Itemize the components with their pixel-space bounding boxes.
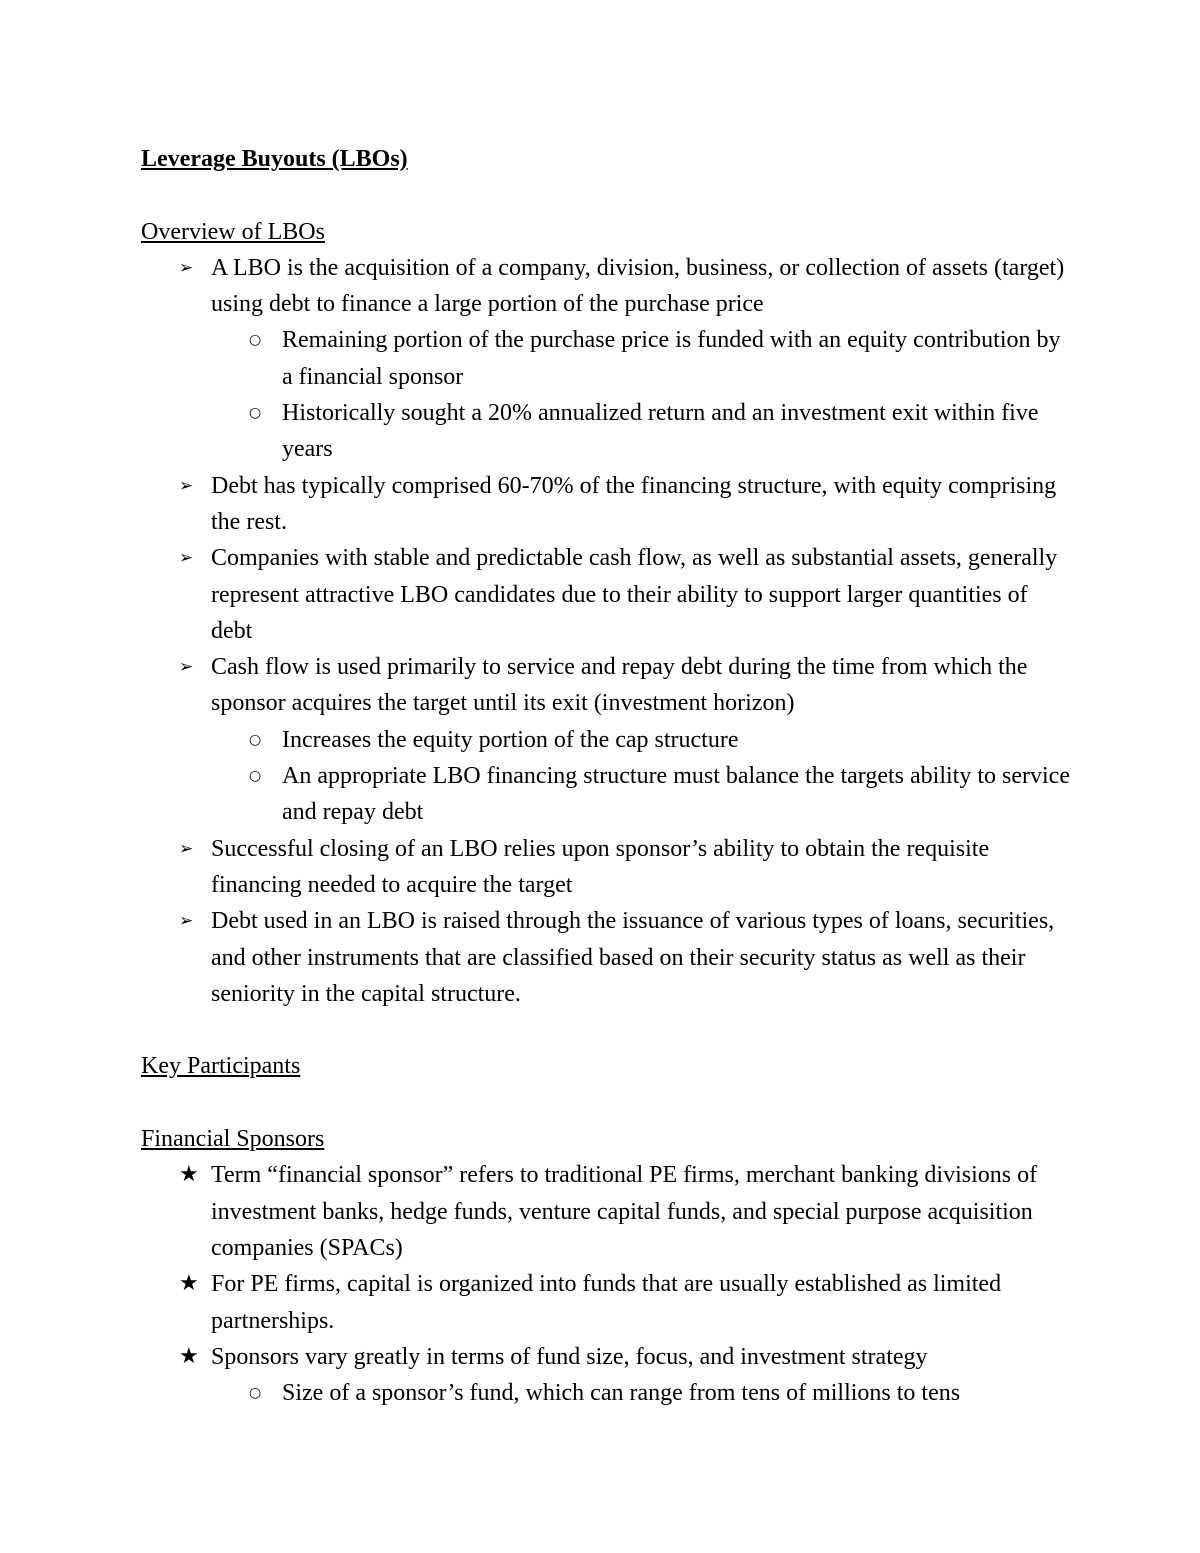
list-item-text: Debt has typically comprised 60-70% of the financing structure, with equity comprising the rest. xyxy=(211,472,1057,535)
arrow-bullet-icon: ➢ xyxy=(179,257,194,278)
arrow-bullet-icon: ➢ xyxy=(179,838,194,859)
sub-list-item xyxy=(141,395,1071,468)
circle-bullet-icon: ○ xyxy=(249,731,262,748)
arrow-bullet-icon: ➢ xyxy=(179,475,194,496)
list-item-text: For PE firms, capital is organized into funds that are usually established as limited partnerships. xyxy=(211,1271,1002,1334)
sub-list-item-text: An appropriate LBO financing structure must balance the targets ability to service and repay debt xyxy=(282,763,1070,826)
document-body xyxy=(141,141,1071,1411)
star-bullet-icon: ★ xyxy=(179,1343,199,1369)
list-item-text: Cash flow is used primarily to service and repay debt during the time from which the sponsor acquires the target until its exit (investment horizon) xyxy=(211,654,1028,717)
sub-list-item xyxy=(141,322,1071,395)
list-item xyxy=(141,1339,1071,1375)
star-bullet-icon: ★ xyxy=(179,1271,199,1297)
arrow-bullet-icon: ➢ xyxy=(179,548,194,569)
sub-list-item xyxy=(141,722,1071,758)
list-item-text: Companies with stable and predictable cash flow, as well as substantial assets, generally represent attractive LBO candidates due to their ability to support larger quantities of debt xyxy=(211,545,1058,644)
sub-list-item-text: Size of a sponsor’s fund, which can range from tens of millions to tens xyxy=(282,1380,961,1407)
section-heading-overview: Overview of LBOs xyxy=(141,218,325,245)
circle-bullet-icon: ○ xyxy=(249,332,262,349)
list-item-text: Sponsors vary greatly in terms of fund size, focus, and investment strategy xyxy=(211,1343,928,1370)
sub-list-item-text: Increases the equity portion of the cap structure xyxy=(282,726,739,753)
list-item-text: Successful closing of an LBO relies upon sponsor’s ability to obtain the requisite financing needed to acquire the target xyxy=(211,835,990,898)
document-title: Leverage Buyouts (LBOs) xyxy=(141,146,408,172)
list-item xyxy=(141,649,1071,722)
list-item-text: A LBO is the acquisition of a company, division, business, or collection of assets (target) using debt to finance a large portion of the purchase price xyxy=(211,254,1065,318)
sub-list-item xyxy=(141,1375,1071,1411)
sub-list-item xyxy=(141,758,1071,831)
circle-bullet-icon: ○ xyxy=(249,768,262,785)
section-heading-financial-sponsors: Financial Sponsors xyxy=(141,1126,325,1153)
arrow-bullet-icon: ➢ xyxy=(179,657,194,678)
sub-list-item-text: Remaining portion of the purchase price is funded with an equity contribution by a financial sponsor xyxy=(282,327,1061,390)
list-item-text: Debt used in an LBO is raised through the issuance of various types of loans, securities, and other instruments that are classified based on their security status as well as their seniority in the capital structure. xyxy=(211,908,1055,1007)
list-item xyxy=(141,831,1071,904)
overview-list xyxy=(141,250,1071,1012)
star-bullet-icon: ★ xyxy=(179,1162,199,1188)
section-heading-key-participants: Key Participants xyxy=(141,1053,301,1080)
list-item xyxy=(141,1266,1071,1339)
circle-bullet-icon: ○ xyxy=(249,405,262,422)
list-item xyxy=(141,1157,1071,1266)
list-item xyxy=(141,540,1071,649)
list-item xyxy=(141,468,1071,541)
sub-list-item-text: Historically sought a 20% annualized return and an investment exit within five years xyxy=(282,400,1039,463)
list-item xyxy=(141,903,1071,1012)
list-item xyxy=(141,250,1071,323)
list-item-text: Term “financial sponsor” refers to traditional PE firms, merchant banking divisions of investment banks, hedge funds, venture capital funds, and special purpose acquisition companies (SPACs) xyxy=(211,1162,1038,1261)
circle-bullet-icon: ○ xyxy=(249,1385,262,1402)
financial-sponsors-list xyxy=(141,1157,1071,1411)
arrow-bullet-icon: ➢ xyxy=(179,911,194,932)
